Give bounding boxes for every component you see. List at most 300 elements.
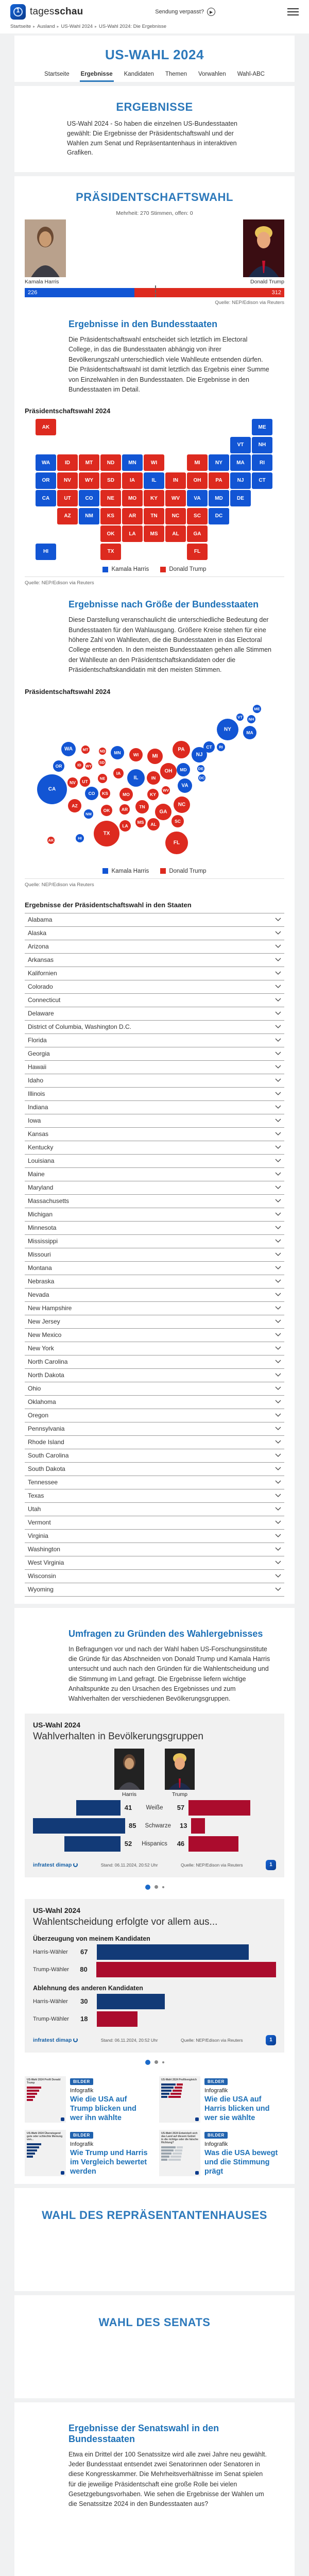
map-state-TN[interactable]: TN: [144, 508, 164, 524]
president-title: PRÄSIDENTSCHAFTSWAHL: [25, 183, 284, 209]
state-accordion-row-alaska[interactable]: [25, 926, 284, 940]
chevron-down-icon: [275, 1519, 281, 1526]
legend-label: Donald Trump: [169, 868, 206, 874]
state-accordion-label: Kansas: [28, 1130, 48, 1138]
chevron-down-icon: [275, 929, 281, 937]
map-state-DC[interactable]: DC: [209, 508, 229, 524]
map-state-SD[interactable]: SD: [100, 472, 121, 489]
tagesschau-app-icon: 1: [10, 4, 26, 20]
chevron-down-icon: [275, 1171, 281, 1178]
electoral-vote-bar: [25, 288, 284, 297]
ard-mini-icon: [61, 2171, 64, 2175]
teaser-kicker: Infografik: [70, 2088, 150, 2094]
teaser-card-4[interactable]: [159, 2130, 284, 2176]
chevron-down-icon: [275, 1331, 281, 1338]
state-accordion-label: Virginia: [28, 1532, 48, 1539]
chevron-down-icon: [275, 1238, 281, 1245]
chevron-down-icon: [275, 1077, 281, 1084]
trump-bar: [191, 1818, 205, 1834]
infratest-dimap-logo: infratest dimap: [33, 1862, 78, 1868]
chevron-down-icon: [275, 1438, 281, 1446]
state-accordion-row-massachusetts[interactable]: [25, 1194, 284, 1208]
map-state-MO[interactable]: MO: [122, 490, 143, 506]
state-accordion-label: New Hampshire: [28, 1304, 72, 1312]
trump-value: 57: [173, 1804, 188, 1811]
bubble-label-IN: IN: [151, 775, 156, 781]
bubble-label-SD: SD: [99, 760, 105, 765]
state-accordion-label: South Dakota: [28, 1465, 65, 1472]
state-accordion-label: Colorado: [28, 983, 53, 990]
cartogram-legend: [25, 868, 284, 874]
breadcrumb-item[interactable]: US-Wahl 2024: [61, 24, 93, 29]
senate-title: WAHL DES SENATS: [25, 2302, 284, 2329]
map-state-OR[interactable]: OR: [36, 472, 56, 489]
chevron-down-icon: [275, 1090, 281, 1097]
state-accordion-label: Hawaii: [28, 1063, 46, 1071]
harris-votes-bar: [25, 288, 134, 297]
missed-show-label: Sendung verpasst?: [155, 9, 204, 15]
teaser-card-1[interactable]: [25, 2076, 150, 2123]
teaser-thumbnail: [159, 2130, 200, 2176]
state-accordion-row-delaware[interactable]: [25, 1007, 284, 1020]
state-accordion-row-tennessee[interactable]: [25, 1476, 284, 1489]
demo-row-hispanics: [33, 1836, 276, 1852]
breadcrumb: [0, 22, 309, 36]
state-accordion-row-minnesota[interactable]: [25, 1221, 284, 1234]
chevron-down-icon: [275, 1586, 281, 1593]
intro-title: ERGEBNISSE: [25, 93, 284, 119]
teaser-title[interactable]: Wie die USA auf Trump blicken und wer ihn wählte: [70, 2095, 150, 2123]
bubble-label-AZ: AZ: [72, 803, 77, 808]
state-accordion-label: Missouri: [28, 1251, 51, 1258]
president-section: [14, 176, 295, 1604]
state-accordion-row-south-carolina[interactable]: [25, 1449, 284, 1462]
state-accordion-row-rhode-island[interactable]: [25, 1435, 284, 1449]
state-accordion-label: Wisconsin: [28, 1572, 56, 1580]
state-accordion-label: Tennessee: [28, 1479, 58, 1486]
legend-rep: [160, 868, 206, 874]
map-state-MS[interactable]: MS: [144, 526, 164, 542]
demo-row-schwarze: [33, 1818, 276, 1834]
teaser-thumbnail: [25, 2076, 66, 2123]
cartogram-chart-label: Präsidentschaftswahl 2024: [25, 688, 284, 696]
chart1-harris-label: Harris: [114, 1791, 144, 1798]
bubble-label-TX: TX: [104, 831, 110, 836]
demo-category: Schwarze: [140, 1823, 176, 1829]
bubble-label-MA: MA: [246, 730, 253, 735]
size-results-heading[interactable]: Ergebnisse nach Größe der Bundesstaaten: [68, 599, 271, 610]
map-state-PA[interactable]: PA: [209, 472, 229, 489]
chevron-down-icon: [275, 1023, 281, 1030]
map-state-IA[interactable]: IA: [122, 472, 143, 489]
infographic-teasers: [25, 2076, 284, 2177]
map-state-LA[interactable]: LA: [122, 526, 143, 542]
breadcrumb-item[interactable]: US-Wahl 2024: Die Ergebnisse: [99, 24, 166, 29]
map-state-AL[interactable]: AL: [165, 526, 186, 542]
state-accordion-row-idaho[interactable]: [25, 1074, 284, 1087]
senate-results-section: [14, 2402, 295, 2576]
bubble-label-WV: WV: [163, 788, 169, 792]
state-accordion-row-georgia[interactable]: [25, 1047, 284, 1060]
map-state-AK[interactable]: AK: [36, 419, 56, 435]
bubble-label-AL: AL: [150, 822, 156, 827]
map-state-ME[interactable]: ME: [252, 419, 272, 435]
top-header: [0, 0, 309, 22]
map-state-WY[interactable]: WY: [79, 472, 99, 489]
state-accordion-label: Illinois: [28, 1090, 45, 1097]
state-accordion-row-alabama[interactable]: [25, 913, 284, 926]
states-accordion-title: Ergebnisse der Präsidentschaftswahl in den Staaten: [25, 901, 284, 909]
map-state-VA[interactable]: VA: [187, 490, 208, 506]
map-state-MD[interactable]: MD: [209, 490, 229, 506]
reason-group-label: Ablehnung des anderen Kandidaten: [33, 1985, 276, 1992]
teaser-card-3[interactable]: [25, 2130, 150, 2176]
trump-bar: [188, 1836, 238, 1852]
reason-row: [33, 1962, 276, 1977]
chevron-down-icon: [275, 1385, 281, 1392]
map-state-UT[interactable]: UT: [57, 490, 78, 506]
bubble-label-PA: PA: [178, 747, 184, 752]
trump-bar: [188, 1800, 250, 1816]
chevron-down-icon: [275, 1211, 281, 1218]
map-state-ID[interactable]: ID: [57, 454, 78, 471]
bubble-label-VT: VT: [237, 715, 243, 719]
map-state-RI[interactable]: RI: [252, 454, 272, 471]
bubble-label-LA: LA: [122, 823, 128, 828]
harris-bar: [64, 1836, 121, 1852]
chevron-down-icon: [275, 1224, 281, 1231]
missed-show-button[interactable]: [155, 8, 215, 16]
state-accordion-row-wyoming[interactable]: [25, 1583, 284, 1596]
page-title: US-WAHL 2024: [25, 43, 284, 69]
teaser-kicker: Infografik: [204, 2088, 284, 2094]
map-source: Quelle: NEP/Edison via Reuters: [25, 580, 284, 586]
trump-votes: 312: [272, 290, 281, 296]
reason-bar: [97, 2011, 138, 2027]
demo-category: Hispanics: [136, 1841, 173, 1847]
bubble-label-WA: WA: [64, 746, 73, 752]
legend-swatch-dem: [102, 868, 108, 874]
state-accordion-row-new-jersey[interactable]: [25, 1315, 284, 1328]
state-accordion-label: Utah: [28, 1505, 41, 1513]
state-accordion-row-mississippi[interactable]: [25, 1234, 284, 1248]
state-accordion-row-wisconsin[interactable]: [25, 1569, 284, 1583]
map-state-CO[interactable]: CO: [79, 490, 99, 506]
state-accordion-row-hawaii[interactable]: [25, 1060, 284, 1074]
state-accordion-row-new-mexico[interactable]: [25, 1328, 284, 1342]
state-accordion-label: Nebraska: [28, 1278, 54, 1285]
state-accordion-row-pennsylvania[interactable]: [25, 1422, 284, 1435]
state-accordion-row-oregon[interactable]: [25, 1409, 284, 1422]
map-state-WV[interactable]: WV: [165, 490, 186, 506]
map-state-NV[interactable]: NV: [57, 472, 78, 489]
teaser-kicker: Infografik: [70, 2141, 150, 2147]
chevron-down-icon: [275, 1532, 281, 1539]
tab-kandidaten[interactable]: Kandidaten: [123, 69, 155, 82]
map-state-AZ[interactable]: AZ: [57, 508, 78, 524]
chevron-down-icon: [275, 1037, 281, 1044]
bubble-label-KY: KY: [150, 792, 156, 797]
bilder-badge: BILDER: [204, 2078, 228, 2085]
reason-bar: [97, 1994, 165, 2009]
state-accordion-row-arkansas[interactable]: [25, 953, 284, 967]
state-accordion-row-montana[interactable]: [25, 1261, 284, 1275]
state-accordion-row-connecticut[interactable]: [25, 993, 284, 1007]
senate-section: [14, 2295, 295, 2398]
demo-category: Weiße: [136, 1805, 173, 1811]
bubble-label-KS: KS: [102, 791, 108, 796]
reason-voter-label: Harris-Wähler: [33, 1949, 80, 1955]
state-accordion-label: Ohio: [28, 1385, 41, 1392]
chevron-down-icon: [275, 1505, 281, 1513]
map-legend: [25, 566, 284, 572]
state-accordion-row-colorado[interactable]: [25, 980, 284, 993]
breadcrumb-separator: ▸: [33, 24, 35, 29]
chart1-source: Quelle: NEP/Edison via Reuters: [181, 1862, 243, 1868]
reason-row: [33, 2011, 276, 2027]
teaser-title[interactable]: Was die USA bewegt und die Stimmung prägt: [204, 2148, 284, 2176]
trump-votes-bar: [134, 288, 284, 297]
state-accordion-label: Arizona: [28, 943, 49, 950]
teaser-kicker: Infografik: [204, 2141, 284, 2147]
teaser-card-2[interactable]: [159, 2076, 284, 2123]
carousel-dots-2: [25, 2060, 284, 2065]
chevron-down-icon: [275, 1398, 281, 1405]
state-accordion-row-kalifornien[interactable]: [25, 967, 284, 980]
tagesschau-logo[interactable]: [10, 4, 83, 20]
state-accordion-row-illinois[interactable]: [25, 1087, 284, 1100]
chevron-down-icon: [275, 1465, 281, 1472]
map-state-NY[interactable]: NY: [209, 454, 229, 471]
state-accordion-row-michigan[interactable]: [25, 1208, 284, 1221]
breadcrumb-item[interactable]: Startseite: [10, 24, 31, 29]
map-state-HI[interactable]: HI: [36, 544, 56, 560]
map-state-AR[interactable]: AR: [122, 508, 143, 524]
map-state-MT[interactable]: MT: [79, 454, 99, 471]
state-accordion-label: Pennsylvania: [28, 1425, 64, 1432]
state-accordion-label: Delaware: [28, 1010, 54, 1017]
bubble-label-NY: NY: [224, 726, 231, 732]
chevron-down-icon: [275, 1492, 281, 1499]
menu-icon[interactable]: [287, 6, 299, 18]
map-state-GA[interactable]: GA: [187, 526, 208, 542]
map-state-NJ[interactable]: NJ: [230, 472, 251, 489]
map-state-KS[interactable]: KS: [100, 508, 121, 524]
reason-bar: [96, 1962, 276, 1977]
bilder-badge: BILDER: [70, 2132, 93, 2139]
thumb-title: US-Wahl 2024 Entwickelt sich das Land auf diesem Gebiet in die richtige oder die falsche Richtung?: [161, 2132, 198, 2144]
map-state-MI[interactable]: MI: [187, 454, 208, 471]
tab-vorwahlen[interactable]: Vorwahlen: [197, 69, 227, 82]
majority-marker: [155, 285, 156, 297]
map-state-IL[interactable]: IL: [144, 472, 164, 489]
chart1-trump-label: Trump: [165, 1791, 195, 1798]
trump-value: 13: [176, 1822, 192, 1829]
carousel-dot[interactable]: [154, 1885, 158, 1889]
state-accordion-row-west-virginia[interactable]: [25, 1556, 284, 1569]
chevron-down-icon: [275, 1050, 281, 1057]
chart1-title: Wahlverhalten in Bevölkerungsgruppen: [33, 1731, 276, 1742]
chevron-down-icon: [275, 1304, 281, 1312]
surveys-section: [14, 1608, 295, 2184]
state-accordion-label: West Virginia: [28, 1559, 64, 1566]
tab-startseite[interactable]: Startseite: [43, 69, 71, 82]
harris-bar: [33, 1818, 125, 1834]
play-icon: ▶: [207, 8, 215, 16]
state-accordion-row-north-carolina[interactable]: [25, 1355, 284, 1368]
candidate-harris: [25, 219, 66, 285]
state-accordion-row-maine[interactable]: [25, 1167, 284, 1181]
state-accordion-label: Kalifornien: [28, 970, 57, 977]
state-accordion-row-arizona[interactable]: [25, 940, 284, 953]
state-accordion-row-florida[interactable]: [25, 1033, 284, 1047]
bubble-label-CT: CT: [206, 744, 212, 750]
chevron-down-icon: [275, 1063, 281, 1071]
map-state-OH[interactable]: OH: [187, 472, 208, 489]
house-section: [14, 2188, 295, 2291]
map-state-CA[interactable]: CA: [36, 490, 56, 506]
chevron-down-icon: [275, 1278, 281, 1285]
senate-results-heading[interactable]: Ergebnisse der Senatswahl in den Bundesstaaten: [68, 2423, 271, 2445]
state-accordion-row-maryland[interactable]: [25, 1181, 284, 1194]
tab-wahl-abc[interactable]: Wahl-ABC: [236, 69, 266, 82]
bilder-badge: BILDER: [70, 2078, 93, 2085]
teaser-title[interactable]: Wie die USA auf Harris blicken und wer sie wählte: [204, 2095, 284, 2123]
map-state-NM[interactable]: NM: [79, 508, 99, 524]
map-state-MN[interactable]: MN: [122, 454, 143, 471]
state-accordion-label: Texas: [28, 1492, 44, 1499]
state-accordion-label: Vermont: [28, 1519, 51, 1526]
chart2-stand: Stand: 06.11.2024, 20:52 Uhr: [101, 2038, 158, 2043]
chevron-down-icon: [275, 916, 281, 923]
map-state-IN[interactable]: IN: [165, 472, 186, 489]
intro-section: [14, 86, 295, 172]
state-accordion-label: Louisiana: [28, 1157, 54, 1164]
state-accordion-row-utah[interactable]: [25, 1502, 284, 1516]
carousel-dot-active[interactable]: [145, 1885, 150, 1890]
bubble-label-OR: OR: [56, 764, 62, 769]
state-accordion-label: North Carolina: [28, 1358, 67, 1365]
map-state-NC[interactable]: NC: [165, 508, 186, 524]
map-state-TX[interactable]: TX: [100, 544, 121, 560]
state-accordion-label: Maryland: [28, 1184, 53, 1191]
map-state-FL[interactable]: FL: [187, 544, 208, 560]
state-accordion-row-kansas[interactable]: [25, 1127, 284, 1141]
state-accordion-row-virginia[interactable]: [25, 1529, 284, 1543]
tab-themen[interactable]: Themen: [164, 69, 188, 82]
state-accordion-row-nevada[interactable]: [25, 1288, 284, 1301]
state-accordion-row-washington[interactable]: [25, 1543, 284, 1556]
breadcrumb-item[interactable]: Ausland: [37, 24, 55, 29]
state-accordion-row-louisiana[interactable]: [25, 1154, 284, 1167]
state-accordion-label: New Jersey: [28, 1318, 60, 1325]
state-accordion-row-oklahoma[interactable]: [25, 1395, 284, 1409]
legend-swatch-rep: [160, 567, 166, 572]
state-accordion-row-vermont[interactable]: [25, 1516, 284, 1529]
legend-label: Donald Trump: [169, 566, 206, 572]
chevron-down-icon: [275, 1157, 281, 1164]
tab-ergebnisse[interactable]: Ergebnisse: [80, 69, 114, 82]
teaser-thumbnail: [159, 2076, 200, 2123]
state-accordion-row-south-dakota[interactable]: [25, 1462, 284, 1476]
states-results-heading[interactable]: Ergebnisse in den Bundesstaaten: [68, 319, 271, 330]
surveys-heading[interactable]: Umfragen zu Gründen des Wahlergebnisses: [68, 1629, 271, 1639]
state-accordion-row-iowa[interactable]: [25, 1114, 284, 1127]
reason-bar: [97, 1944, 249, 1960]
carousel-dot[interactable]: [162, 1886, 164, 1888]
state-accordion-label: Minnesota: [28, 1224, 56, 1231]
state-accordion-row-kentucky[interactable]: [25, 1141, 284, 1154]
thumb-title: US-Wahl 2024 Profilvergleich: [161, 2078, 198, 2081]
map-state-CT[interactable]: CT: [252, 472, 272, 489]
reason-voter-label: Harris-Wähler: [33, 1998, 80, 2005]
brand-wordmark: tagesschau: [30, 6, 83, 18]
state-accordion-row-texas[interactable]: [25, 1489, 284, 1502]
breadcrumb-separator: ▸: [57, 24, 59, 29]
us-states-cartogram: [25, 700, 284, 863]
bubble-label-OH: OH: [165, 768, 173, 774]
reason-value: 18: [80, 2015, 97, 2023]
thumb-title: US-Wahl 2024 Profil Donald Trump: [27, 2078, 64, 2084]
state-accordion-row-indiana[interactable]: [25, 1100, 284, 1114]
chevron-down-icon: [275, 1572, 281, 1580]
state-accordion-row-north-dakota[interactable]: [25, 1368, 284, 1382]
us-states-map: [36, 419, 284, 561]
map-state-MA[interactable]: MA: [230, 454, 251, 471]
teaser-title[interactable]: Wie Trump und Harris im Vergleich bewertet werden: [70, 2148, 150, 2176]
bubble-label-UT: UT: [82, 779, 88, 784]
bubble-label-NH: NH: [249, 717, 254, 721]
state-accordion-label: Indiana: [28, 1104, 48, 1111]
chart2-source: Quelle: NEP/Edison via Reuters: [181, 2038, 243, 2043]
map-state-SC[interactable]: SC: [187, 508, 208, 524]
map-state-ND[interactable]: ND: [100, 454, 121, 471]
state-accordion-row-nebraska[interactable]: [25, 1275, 284, 1288]
state-accordion-row-ohio[interactable]: [25, 1382, 284, 1395]
state-accordion-row-missouri[interactable]: [25, 1248, 284, 1261]
chevron-down-icon: [275, 996, 281, 1004]
state-accordion-row-new-hampshire[interactable]: [25, 1301, 284, 1315]
map-state-NE[interactable]: NE: [100, 490, 121, 506]
map-state-VT[interactable]: VT: [230, 437, 251, 453]
carousel-dot[interactable]: [162, 2061, 164, 2063]
carousel-dot-active[interactable]: [145, 2060, 150, 2065]
map-state-NH[interactable]: NH: [252, 437, 272, 453]
state-accordion-row-district-of-columbia-washington-d-c-[interactable]: [25, 1020, 284, 1033]
carousel-dot[interactable]: [154, 2060, 158, 2064]
state-accordion-row-new-york[interactable]: [25, 1342, 284, 1355]
chevron-down-icon: [275, 1144, 281, 1151]
bubble-label-ME: ME: [254, 706, 260, 711]
state-accordion-label: Connecticut: [28, 996, 60, 1004]
map-state-DE[interactable]: DE: [230, 490, 251, 506]
chevron-down-icon: [275, 1104, 281, 1111]
chevron-down-icon: [275, 1345, 281, 1352]
map-state-WI[interactable]: WI: [144, 454, 164, 471]
infratest-dimap-logo: infratest dimap: [33, 2037, 78, 2043]
map-state-KY[interactable]: KY: [144, 490, 164, 506]
bubble-label-MO: MO: [123, 792, 130, 797]
bubble-label-MD: MD: [180, 767, 186, 772]
map-state-WA[interactable]: WA: [36, 454, 56, 471]
harris-photo: [25, 219, 66, 277]
bubble-label-MT: MT: [83, 747, 89, 752]
reason-voter-label: Trump-Wähler: [33, 1967, 80, 1973]
chart1-harris-photo: [114, 1749, 144, 1790]
chart2-title: Wahlentscheidung erfolgte vor allem aus...: [33, 1917, 276, 1928]
chevron-down-icon: [275, 1479, 281, 1486]
map-state-OK[interactable]: OK: [100, 526, 121, 542]
